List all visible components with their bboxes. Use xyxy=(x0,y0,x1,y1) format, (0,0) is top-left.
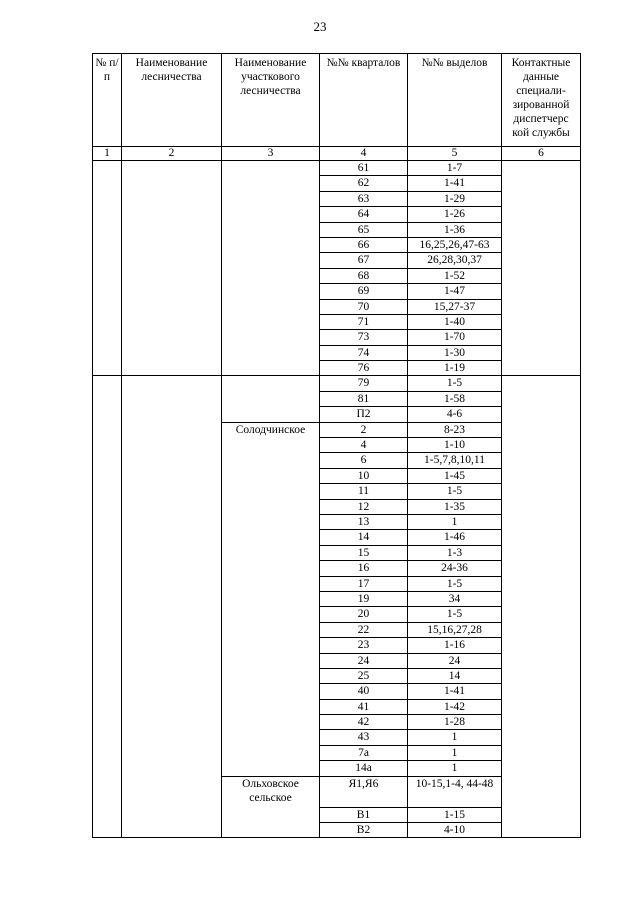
plot-cell: 1 xyxy=(408,761,502,776)
quarter-cell: 71 xyxy=(320,314,408,329)
forestry-table xyxy=(92,53,581,838)
plot-cell: 1-41 xyxy=(408,684,502,699)
header-cell: № п/п xyxy=(93,54,122,147)
quarter-cell: 20 xyxy=(320,607,408,622)
quarter-cell: 42 xyxy=(320,715,408,730)
quarter-cell: 14а xyxy=(320,761,408,776)
plot-cell: 1-42 xyxy=(408,699,502,714)
plot-cell: 1-15 xyxy=(408,807,502,822)
plot-cell: 26,28,30,37 xyxy=(408,253,502,268)
plot-cell: 1-45 xyxy=(408,468,502,483)
plot-cell: 1-28 xyxy=(408,715,502,730)
quarter-cell: 7а xyxy=(320,745,408,760)
plot-cell: 15,16,27,28 xyxy=(408,622,502,637)
district-label-solodchinskoe: Солодчинское xyxy=(222,422,320,776)
plot-cell: 4-10 xyxy=(408,823,502,838)
quarter-cell: 6 xyxy=(320,453,408,468)
column-number: 1 xyxy=(93,147,122,161)
column-number: 6 xyxy=(502,147,581,161)
quarter-cell: П2 xyxy=(320,407,408,422)
quarter-cell: 19 xyxy=(320,591,408,606)
quarter-cell: 65 xyxy=(320,222,408,237)
quarter-cell: 40 xyxy=(320,684,408,699)
header-cell: №№ выделов xyxy=(408,54,502,147)
plot-cell: 1-26 xyxy=(408,207,502,222)
plot-cell: 1-16 xyxy=(408,638,502,653)
quarter-cell: В2 xyxy=(320,823,408,838)
quarter-cell: 61 xyxy=(320,161,408,176)
table-row xyxy=(93,376,581,391)
plot-cell: 24-36 xyxy=(408,561,502,576)
empty-cell xyxy=(222,161,320,376)
quarter-cell: 17 xyxy=(320,576,408,591)
quarter-cell: 23 xyxy=(320,638,408,653)
quarter-cell: 66 xyxy=(320,237,408,252)
quarter-cell: 73 xyxy=(320,330,408,345)
plot-cell: 1-41 xyxy=(408,176,502,191)
column-number-row xyxy=(93,147,581,161)
empty-cell xyxy=(502,376,581,838)
header-cell: Контактные данные специали- зированной диспетчерс кой службы xyxy=(502,54,581,147)
empty-cell xyxy=(122,376,222,838)
header-cell: Наименование участкового лесничества xyxy=(222,54,320,147)
quarter-cell: 14 xyxy=(320,530,408,545)
plot-cell: 1-5 xyxy=(408,376,502,391)
quarter-cell: 79 xyxy=(320,376,408,391)
plot-cell: 4-6 xyxy=(408,407,502,422)
column-number: 4 xyxy=(320,147,408,161)
column-number: 3 xyxy=(222,147,320,161)
page-number: 23 xyxy=(313,19,327,34)
plot-cell: 1-36 xyxy=(408,222,502,237)
empty-cell xyxy=(93,376,122,838)
quarter-cell: 67 xyxy=(320,253,408,268)
quarter-cell: В1 xyxy=(320,807,408,822)
quarter-cell: 69 xyxy=(320,284,408,299)
quarter-cell: 11 xyxy=(320,484,408,499)
header-cell: Наименование лесничества xyxy=(122,54,222,147)
plot-cell: 1-70 xyxy=(408,330,502,345)
quarter-cell: 81 xyxy=(320,391,408,406)
quarter-cell: 74 xyxy=(320,345,408,360)
column-number: 5 xyxy=(408,147,502,161)
plot-cell: 1-35 xyxy=(408,499,502,514)
plot-cell: 8-23 xyxy=(408,422,502,437)
table-row xyxy=(93,161,581,176)
plot-cell: 10-15,1-4, 44-48 xyxy=(408,776,502,807)
plot-cell: 1-46 xyxy=(408,530,502,545)
quarter-cell: 76 xyxy=(320,361,408,376)
plot-cell: 1-19 xyxy=(408,361,502,376)
plot-cell: 1 xyxy=(408,745,502,760)
plot-cell: 1-47 xyxy=(408,284,502,299)
plot-cell: 1-30 xyxy=(408,345,502,360)
empty-cell xyxy=(222,376,320,422)
quarter-cell: 63 xyxy=(320,191,408,206)
quarter-cell: 43 xyxy=(320,730,408,745)
quarter-cell: 24 xyxy=(320,653,408,668)
quarter-cell: 10 xyxy=(320,468,408,483)
quarter-cell: 22 xyxy=(320,622,408,637)
plot-cell: 14 xyxy=(408,668,502,683)
plot-cell: 1-40 xyxy=(408,314,502,329)
header-cell: №№ кварталов xyxy=(320,54,408,147)
plot-cell: 1-58 xyxy=(408,391,502,406)
district-label-olkhovskoe: Ольховское сельское xyxy=(222,776,320,838)
plot-cell: 1-10 xyxy=(408,438,502,453)
quarter-cell: 13 xyxy=(320,514,408,529)
quarter-cell: 62 xyxy=(320,176,408,191)
quarter-cell: 68 xyxy=(320,268,408,283)
quarter-cell: 2 xyxy=(320,422,408,437)
plot-cell: 1-3 xyxy=(408,545,502,560)
plot-cell: 1 xyxy=(408,514,502,529)
quarter-cell: 15 xyxy=(320,545,408,560)
quarter-cell: 25 xyxy=(320,668,408,683)
plot-cell: 1-5 xyxy=(408,576,502,591)
plot-cell: 1-5 xyxy=(408,607,502,622)
plot-cell: 34 xyxy=(408,591,502,606)
plot-cell: 1-5,7,8,10,11 xyxy=(408,453,502,468)
empty-cell xyxy=(93,161,122,376)
plot-cell: 1 xyxy=(408,730,502,745)
column-number: 2 xyxy=(122,147,222,161)
quarter-cell: 64 xyxy=(320,207,408,222)
quarter-cell: 70 xyxy=(320,299,408,314)
plot-cell: 1-29 xyxy=(408,191,502,206)
plot-cell: 15,27-37 xyxy=(408,299,502,314)
quarter-cell: 41 xyxy=(320,699,408,714)
quarter-cell: 4 xyxy=(320,438,408,453)
quarter-cell: 16 xyxy=(320,561,408,576)
empty-cell xyxy=(502,161,581,376)
empty-cell xyxy=(122,161,222,376)
plot-cell: 1-7 xyxy=(408,161,502,176)
quarter-cell: Я1,Я6 xyxy=(320,776,408,807)
plot-cell: 1-52 xyxy=(408,268,502,283)
quarter-cell: 12 xyxy=(320,499,408,514)
plot-cell: 1-5 xyxy=(408,484,502,499)
header-row xyxy=(93,54,581,147)
plot-cell: 16,25,26,47-63 xyxy=(408,237,502,252)
plot-cell: 24 xyxy=(408,653,502,668)
